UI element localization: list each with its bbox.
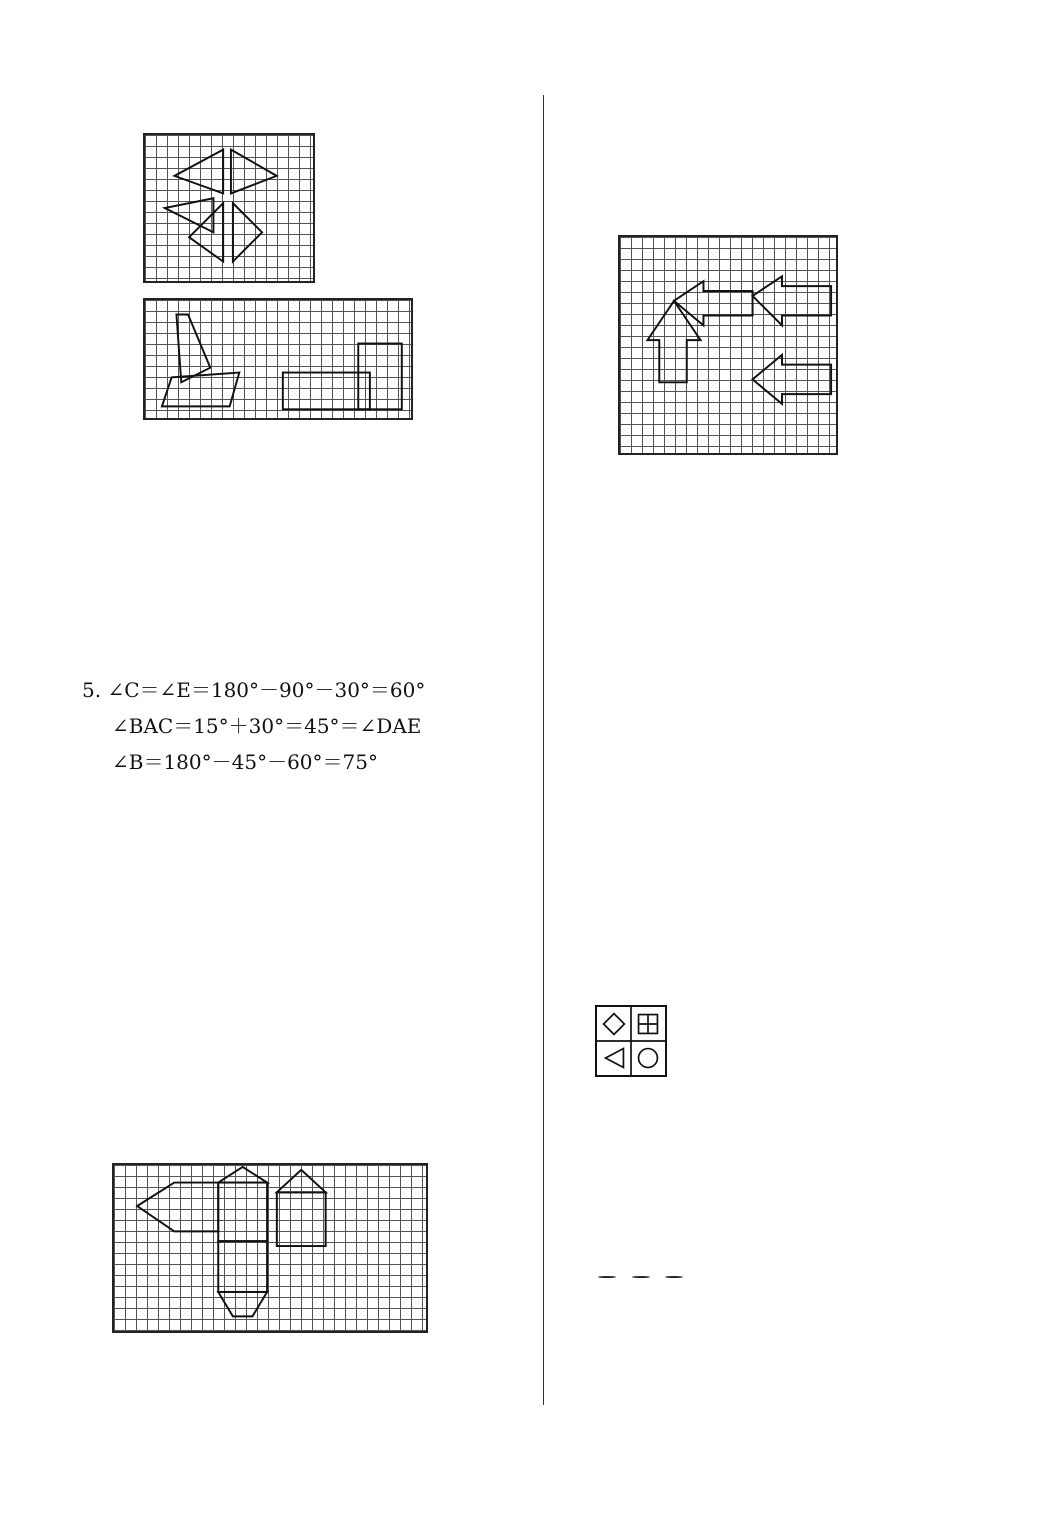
q3-grid-2 [143, 298, 413, 420]
q6-grid [618, 235, 838, 455]
lesson3-q4-grid [112, 1163, 428, 1333]
symbol-group-1 [598, 1276, 616, 1278]
lesson5-q1-words [598, 1305, 664, 1329]
q3-grid-1 [143, 133, 315, 283]
q3-figure-1 [145, 135, 313, 281]
q3-figure-2 [145, 300, 411, 418]
lesson3-q4-figure [114, 1165, 426, 1331]
q6-figure [620, 237, 836, 453]
symbol-group-2 [632, 1276, 650, 1278]
symbol-group-3 [665, 1276, 683, 1278]
q5-answer-line-1: ∠BAC＝15°＋30°＝45°＝∠DAE [112, 714, 422, 738]
q5-answer-line-0: 5. ∠C＝∠E＝180°－90°－30°＝60° [82, 678, 426, 702]
lesson4-q6-figure [595, 1005, 667, 1077]
column-divider [543, 95, 544, 1405]
q5-answer-line-2: ∠B＝180°－45°－60°＝75° [112, 750, 378, 774]
lesson5-q1-symbols [598, 1262, 693, 1283]
